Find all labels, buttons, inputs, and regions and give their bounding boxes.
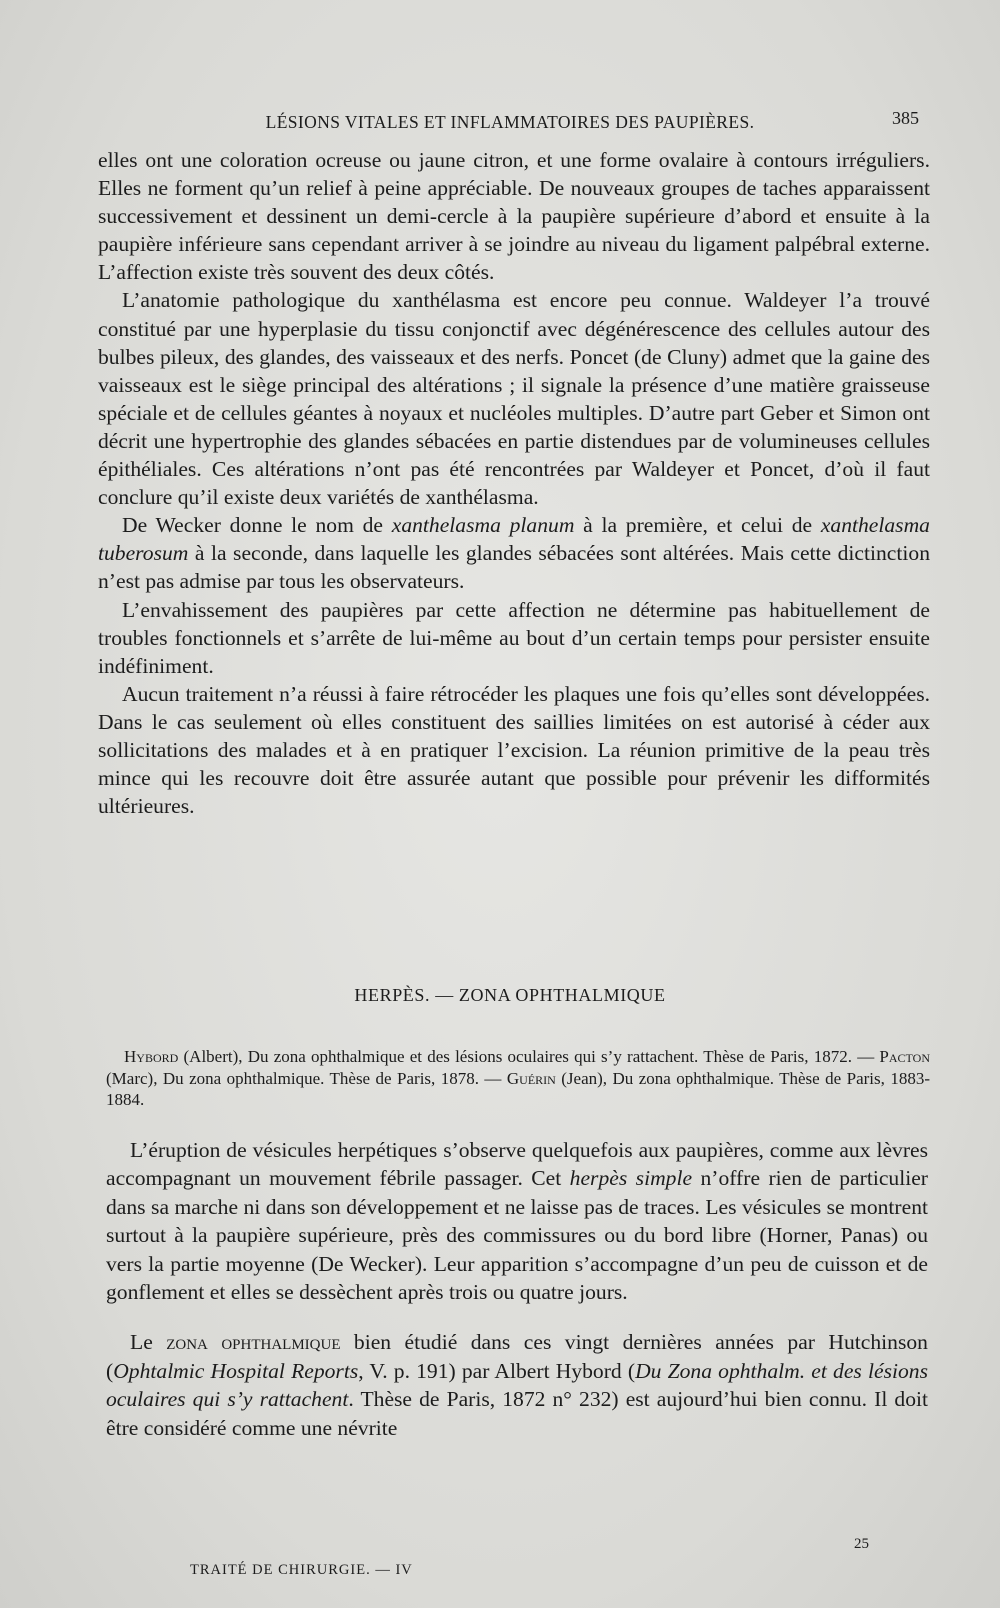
term-zona-ophthalmique: zona ophthalmique <box>166 1330 341 1355</box>
text-run: n’offre rien de particulier dans sa marche ni dans son développement et ne laisse pas de traces. Les vésicules se montrent surtout à la paupière supérieure, près des commissures ou du bord libre (Horner, Panas) ou vers la partie moyenne (De Wecker). Leur apparition s’accompagne d’un peu de cuisson et de gonflement et elles se dessèchent après trois ou quatre jours. <box>106 1166 928 1305</box>
term-herpes-simple: herpès simple <box>569 1166 693 1191</box>
sheet-number: 25 <box>854 1536 869 1552</box>
page-number: 385 <box>892 108 919 128</box>
paragraph-treatment: Aucun traitement n’a réussi à faire rétrocéder les plaques une fois qu’elles sont développées. Dans le cas seulement où elles constituent des saillies limitées on est autorisé à céder aux sollicitations des malades et à en pratiquer l’excision. La réunion primitive de la peau très mince qui les recouvre doit être assurée autant que possible pour prévenir les difformités ultérieures. <box>98 681 930 819</box>
author-name: Hybord <box>124 1047 179 1066</box>
paragraph-varieties <box>98 511 930 595</box>
paragraph-zona <box>106 1328 928 1442</box>
bibliography-entry <box>106 1046 930 1111</box>
text-run: , V. p. 191) par Albert Hybord ( <box>358 1358 636 1383</box>
term-xanthelasma-tuberosum: xanthelasma tuberosum <box>98 513 930 566</box>
paragraph-continued: elles ont une coloration ocreuse ou jaune citron, et une forme ovalaire à contours irréguliers. Elles ne forment qu’un relief à peine appréciable. De nouveaux groupes de taches apparaissent successivement et dessinent un demi-cercle à la paupière supérieure d’abord et ensuite à la paupière inférieure sans cependant arriver à se joindre au niveau du ligament palpébral externe. L’affection existe très souvent des deux côtés. <box>98 148 930 285</box>
text-run: L’éruption de vésicules herpétiques s’observe quelquefois aux paupières, comme aux lèvres accompagnant un mouvement fébrile passager. Cet <box>106 1138 928 1191</box>
citation-title: Ophtalmic Hospital Reports <box>113 1358 359 1383</box>
text-run: (Jean), Du zona ophthalmique. Thèse de Paris, 1883-1884. <box>106 1068 930 1109</box>
signature-line: TRAITÉ DE CHIRURGIE. — IV <box>190 1562 413 1578</box>
text-run: Le <box>130 1330 167 1355</box>
paragraph-herpes <box>106 1136 928 1306</box>
bibliography <box>106 1046 930 1111</box>
text-run: (Marc), Du zona ophthalmique. Thèse de Paris, 1878. — <box>106 1068 507 1088</box>
citation-title: Du Zona ophthalm. et des lésions oculaires qui s’y rattachent <box>106 1358 928 1412</box>
paragraph-anatomy: L’anatomie pathologique du xanthélasma est encore peu connue. Waldeyer l’a trouvé constitué par une hyperplasie du tissu conjonctif avec dégénérescence des cellules autour des bulbes pileux, des glandes, des vaisseaux et des nerfs. Poncet (de Cluny) admet que la gaine des vaisseaux est le siège principal des altérations ; il signale la présence d’une matière graisseuse spéciale et de cellules géantes à noyaux et nucléoles multiples. D’autre part Geber et Simon ont décrit une hypertrophie des glandes sébacées en partie distendues par de volumineuses cellules épithéliales. Ces altérations n’ont pas été rencontrées par Waldeyer et Poncet, d’où il faut conclure qu’il existe deux variétés de xanthélasma. <box>98 288 930 510</box>
section-title: HERPÈS. — ZONA OPHTHALMIQUE <box>354 985 666 1005</box>
text-run: à la première, et celui de <box>574 513 821 538</box>
text-run: à la seconde, dans laquelle les glandes sébacées sont altérées. Mais cette dictinction n’est pas admise par tous les observateurs. <box>98 541 930 594</box>
term-xanthelasma-planum: xanthelasma planum <box>391 513 575 538</box>
paragraph-evolution: L’envahissement des paupières par cette affection ne détermine pas habituellement de troubles fonctionnels et s’arrête de lui-même au bout d’un certain temps pour persister ensuite indéfiniment. <box>98 597 930 678</box>
text-run: (Albert), Du zona ophthalmique et des lésions oculaires qui s’y rattachent. Thèse de Paris, 1872. — <box>178 1047 880 1066</box>
section-text <box>106 1136 928 1464</box>
author-name: Guérin <box>506 1068 556 1088</box>
text-run: . Thèse de Paris, 1872 n° 232) est aujourd’hui bien connu. Il doit être considéré comme une névrite <box>106 1387 928 1440</box>
text-run: bien étudié dans ces vingt dernières années par Hutchinson ( <box>106 1330 928 1383</box>
main-text <box>98 146 930 820</box>
author-name: Pacton <box>879 1047 930 1066</box>
running-head: LÉSIONS VITALES ET INFLAMMATOIRES DES PAUPIÈRES. <box>265 112 755 132</box>
text-run: De Wecker donne le nom de <box>122 513 392 538</box>
